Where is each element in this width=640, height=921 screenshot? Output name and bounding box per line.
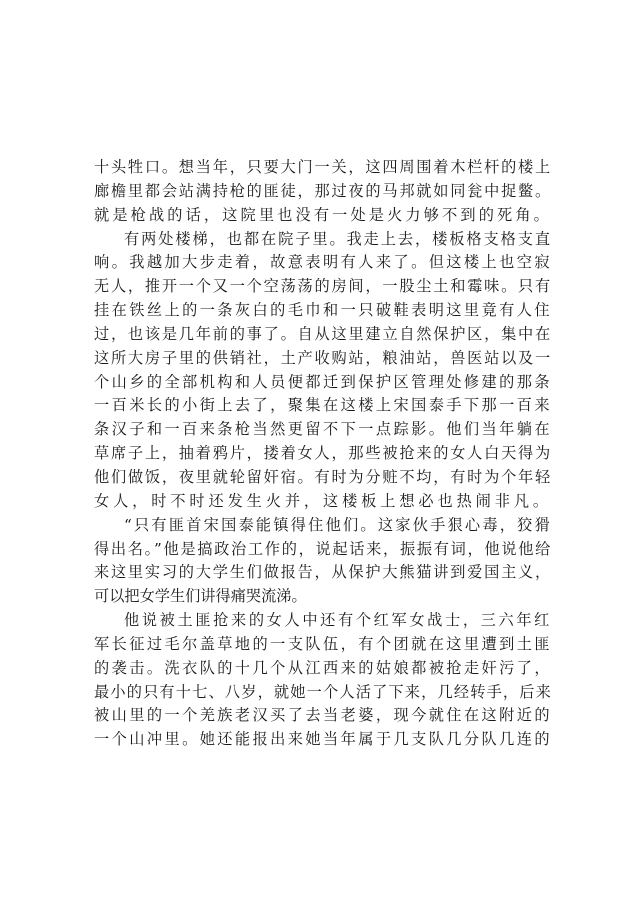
text-line: 挂在铁丝上的一条灰白的毛巾和一只破鞋表明这里竟有人住 [94,301,553,320]
text-line: 过，也该是几年前的事了。自从这里建立自然保护区，集中在 [94,324,552,343]
text-line: 十头牲口。想当年，只要大门一关，这四周围着木栏杆的楼上 [94,158,552,176]
text-line: 最小的只有十七、八岁，就她一个人活了下来，几经转手，后来 [94,682,553,701]
text-line: “只有匪首宋国泰能镇得住他们。这家伙手狠心毒，狡猾 [124,515,552,534]
text-line: 他说被土匪抢来的女人中还有个红军女战士，三六年红 [124,611,553,630]
text-line: 个山乡的全部机构和人员便都迁到保护区管理处修建的那条 [94,372,553,391]
text-line: 女人，时不时还发生火并，这楼板上想必也热闹非凡。 [94,491,553,510]
text-line: 军长征过毛尔盖草地的一支队伍，有个团就在这里遭到土匪 [94,634,553,653]
text-line: 来这里实习的大学生们做报告，从保护大熊猫讲到爱国主义， [94,563,552,582]
text-line: 得出名。”他是搞政治工作的，说起话来，振振有词，他说他给 [94,539,552,558]
text-line: 他们做饭，夜里就轮留奸宿。有时为分赃不均，有时为个年轻 [94,467,552,486]
text-line: 被山里的一个羌族老汉买了去当老婆，现今就住在这附近的 [94,706,553,725]
text-line: 无人，推开一个又一个空荡荡的房间，一股尘土和霉味。只有 [94,277,552,296]
text-line: 的袭击。洗衣队的十几个从江西来的姑娘都被抢走奸污了， [94,658,553,677]
text-line: 这所大房子里的供销社，土产收购站，粮油站，兽医站以及一 [94,348,552,367]
text-line: 响。我越加大步走着，故意表明有人来了。但这楼上也空寂 [94,253,553,272]
text-line: 有两处楼梯，也都在院子里。我走上去，楼板格支格支直 [124,229,553,248]
text-line: 就是枪战的话，这院里也没有一处是火力够不到的死角。 [94,205,552,224]
text-line: 一个山冲里。她还能报出来她当年属于几支队几分队几连的 [94,730,553,749]
text-line: 廊檐里都会站满持枪的匪徒，那过夜的马邦就如同瓮中捉鳖。 [94,181,552,200]
text-line: 草席子上，抽着鸦片，搂着女人，那些被抢来的女人白天得为 [94,444,552,463]
text-line: 可以把女学生们讲得痛哭流涕。 [94,587,307,606]
text-line: 条汉子和一百来条枪当然更留不下一点踪影。他们当年躺在 [94,420,553,439]
body-text [94,156,552,752]
text-line: 一百米长的小街上去了，聚集在这楼上宋国泰手下那一百来 [94,396,553,415]
